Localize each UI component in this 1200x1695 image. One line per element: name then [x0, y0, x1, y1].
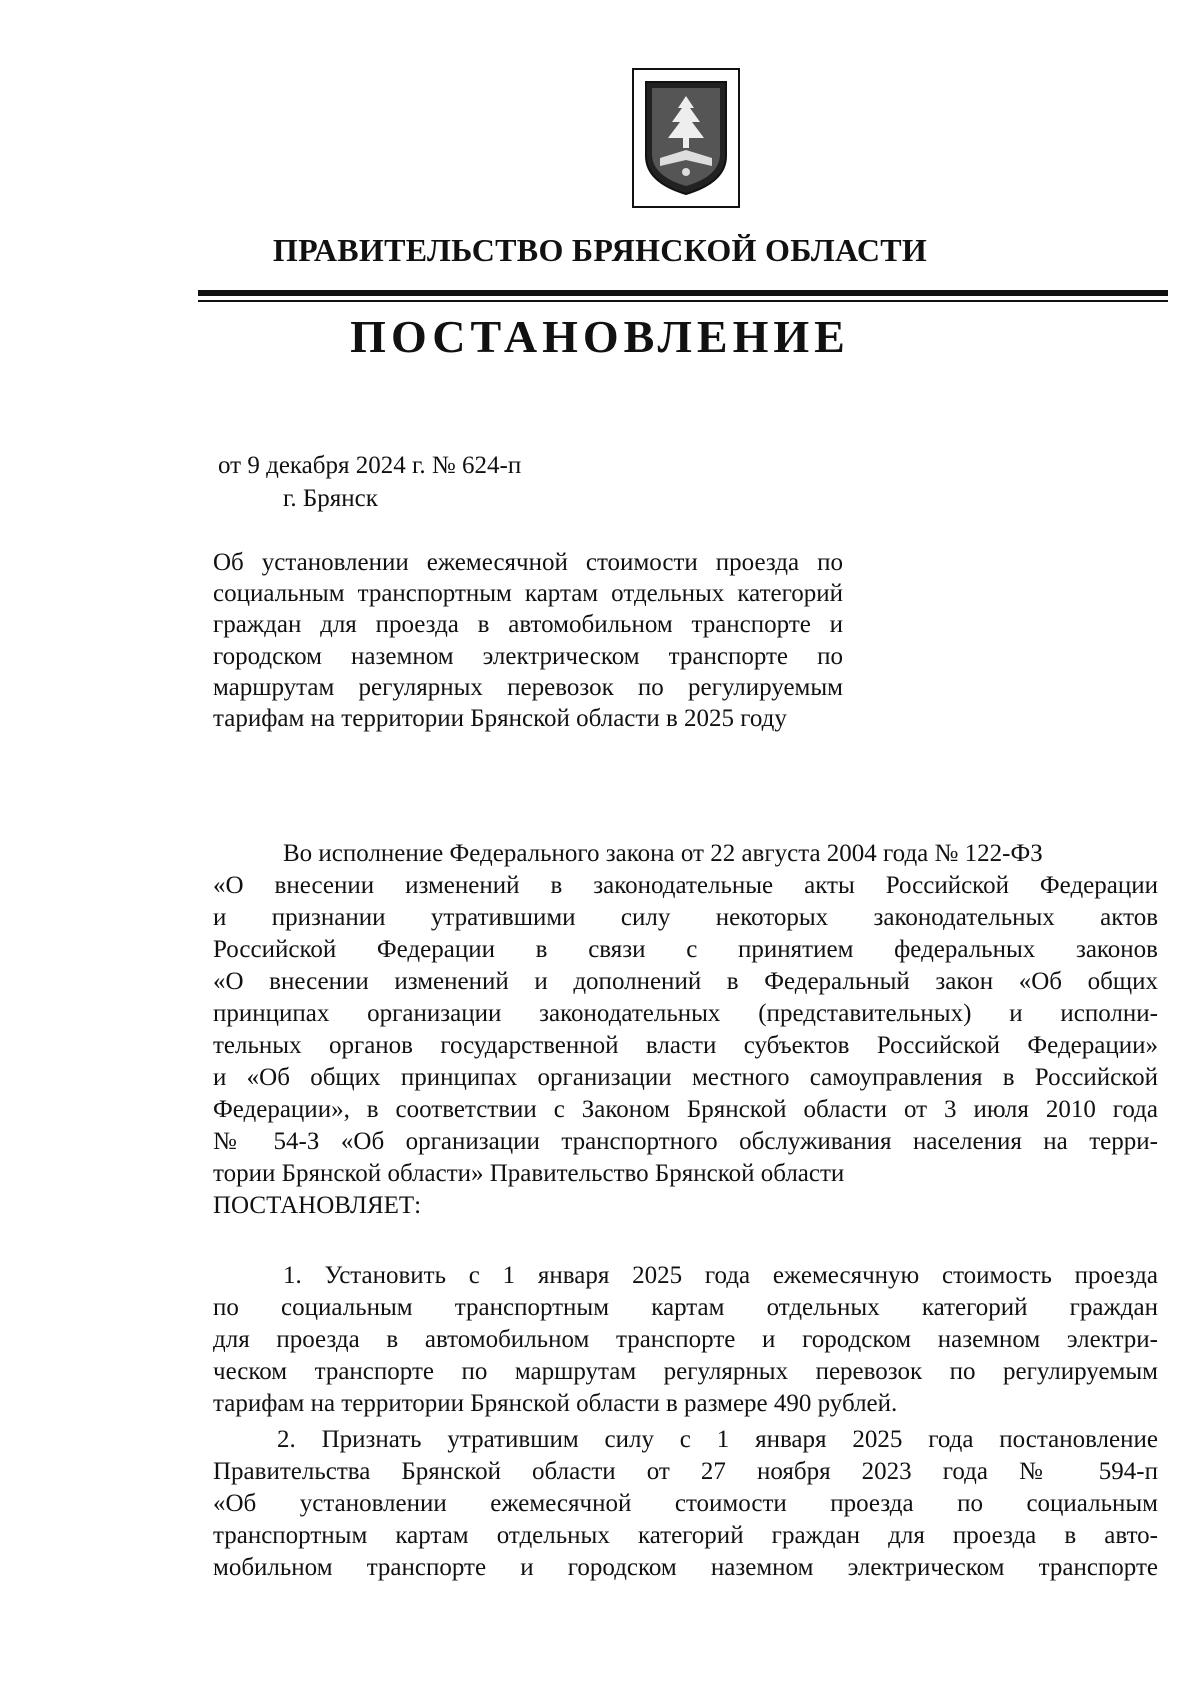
item1-line: тарифам на территории Брянской области в размере 490 рублей.: [213, 1390, 898, 1417]
preamble-line: тельных органов государственной власти субъектов Российской Федерации»: [213, 1032, 1158, 1059]
preamble-line: принципах организации законодательных (представительных) и исполни-: [213, 1000, 1158, 1027]
item2-line: «Об установлении ежемесячной стоимости проезда по социальным: [213, 1490, 1158, 1517]
item1-line: 1. Установить с 1 января 2025 года ежемесячную стоимость проезда: [283, 1262, 1158, 1289]
header-divider-thin: [198, 300, 1168, 302]
preamble-line: Российской Федерации в связи с принятием федеральных законов: [213, 936, 1158, 963]
preamble-line: и признании утратившими силу некоторых законодательных актов: [213, 904, 1158, 931]
item1-line: ческом транспорте по маршрутам регулярных перевозок по регулируемым: [213, 1358, 1158, 1385]
shield-icon: [642, 78, 730, 198]
document-subject: Об установлении ежемесячной стоимости проезда по социальным транспортным картам отдельных категорий граждан для проезда в автомобильном транспорте и городском наземном электрическом транспорте по маршрутам регулярных перевозок по регулируемым тарифам на территории Брянской области в 2025 году: [213, 549, 843, 733]
preamble-line: тории Брянской области» Правительство Брянской области: [213, 1160, 845, 1187]
preamble-line: «О внесении изменений в законодательные акты Российской Федерации: [213, 872, 1158, 899]
document-type-title: ПОСТАНОВЛЕНИЕ: [350, 311, 850, 362]
document-city: г. Брянск: [283, 485, 378, 512]
government-name: ПРАВИТЕЛЬСТВО БРЯНСКОЙ ОБЛАСТИ: [272, 232, 928, 268]
item1-line: по социальным транспортным картам отдельных категорий граждан: [213, 1294, 1158, 1321]
preamble-line: № 54-З «Об организации транспортного обслуживания населения на терри-: [213, 1128, 1158, 1155]
coat-of-arms-emblem: [632, 68, 740, 208]
item2-line: мобильном транспорте и городском наземном электрическом транспорте: [213, 1554, 1158, 1581]
item2-line: транспортным картам отдельных категорий граждан для проезда в авто-: [213, 1522, 1158, 1549]
preamble-line: «О внесении изменений и дополнений в Федеральный закон «Об общих: [213, 968, 1158, 995]
preamble-line: и «Об общих принципах организации местного самоуправления в Российской: [213, 1064, 1158, 1091]
preamble-line: Федерации», в соответствии с Законом Брянской области от 3 июля 2010 года: [213, 1096, 1158, 1123]
item2-line: 2. Признать утратившим силу с 1 января 2025 года постановление: [277, 1426, 1158, 1453]
decree-word: ПОСТАНОВЛЯЕТ:: [213, 1192, 422, 1219]
document-date-number: от 9 декабря 2024 г. № 624-п: [218, 452, 522, 479]
item2-line: Правительства Брянской области от 27 ноября 2023 года № 594-п: [213, 1458, 1158, 1485]
item1-line: для проезда в автомобильном транспорте и городском наземном электри-: [213, 1326, 1158, 1353]
header-divider-thick: [198, 290, 1168, 296]
preamble-line: Во исполнение Федерального закона от 22 августа 2004 года № 122-ФЗ: [283, 840, 1043, 867]
